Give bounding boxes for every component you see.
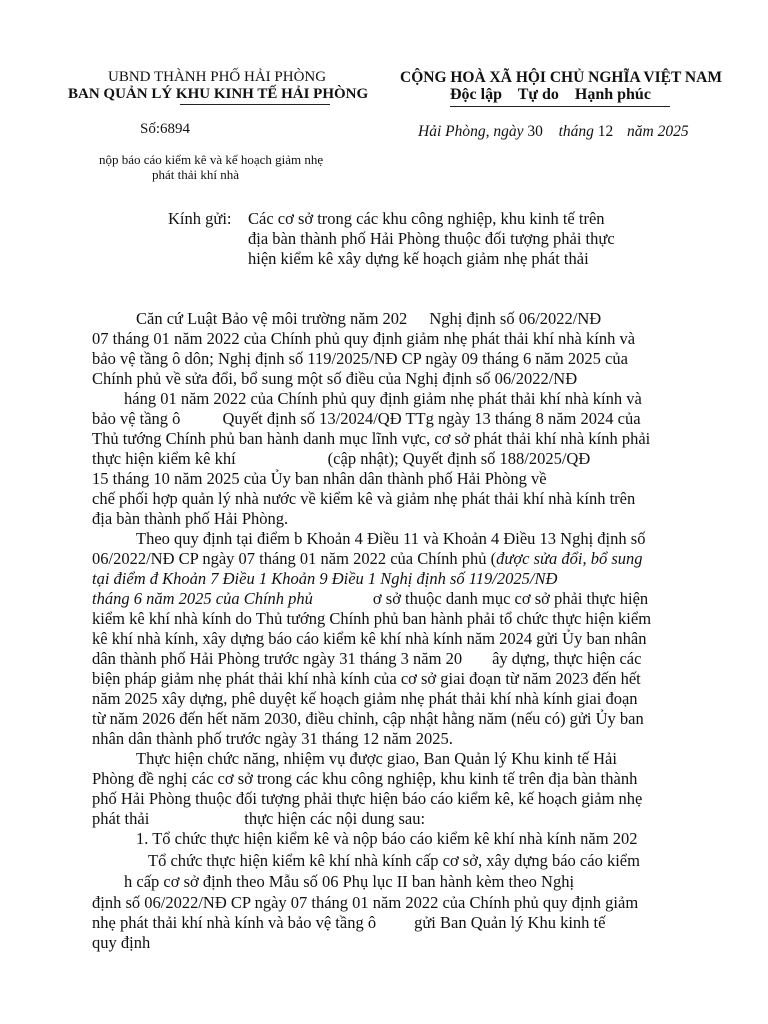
body-line-18a: dân thành phố Hải Phòng trước ngày 31 tháng 3 năm 20: [92, 649, 463, 668]
body-line-06: [92, 409, 641, 429]
body-line-22: nhân dân thành phố trước ngày 31 tháng 12 năm 2025.: [92, 729, 453, 748]
body-line-01b: Nghị định số 06/2022/NĐ: [429, 309, 602, 328]
date-day: 30: [527, 123, 543, 140]
body-line-16: kiểm kê khí nhà kính do Thủ tướng Chính phủ ban hành phải tổ chức thực hiện kiểm: [92, 609, 652, 628]
body-line-08: [92, 449, 590, 469]
body-line-13a: 06/2022/NĐ CP ngày 07 tháng 01 năm 2022 của Chính phủ (: [92, 549, 497, 568]
recipient-line-3: hiện kiểm kê xây dựng kế hoạch giảm nhẹ phát thải: [248, 249, 589, 268]
body-line-20: năm 2025 xây dựng, phê duyệt kế hoạch giảm nhẹ phát thải khí nhà kính giai đoạn: [92, 689, 638, 708]
body-line-26b: thực hiện các nội dung sau:: [244, 809, 426, 828]
body-line-07: Thủ tướng Chính phủ ban hành danh mục lĩnh vực, cơ sở phát thải khí nhà kính phải: [92, 429, 651, 448]
body-line-31a: nhẹ phát thải khí nhà kính và bảo vệ tầng ô: [92, 913, 377, 932]
date-year: 2025: [657, 123, 689, 140]
recipient-line-1: Các cơ sở trong các khu công nghiệp, khu kinh tế trên: [248, 209, 605, 228]
body-line-26a: phát thải: [92, 809, 150, 828]
recipient-label: Kính gửi:: [168, 209, 232, 228]
doc-number-label: Số:: [140, 121, 161, 137]
subject-line-1: nộp báo cáo kiểm kê và kế hoạch giảm nhẹ: [99, 152, 324, 167]
body-line-30: định số 06/2022/NĐ CP ngày 07 tháng 01 năm 2022 của Chính phủ quy định giảm: [92, 893, 639, 912]
recipient-line-2: địa bàn thành phố Hải Phòng thuộc đối tượng phải thực: [248, 229, 615, 248]
body-line-04: Chính phủ về sửa đổi, bổ sung một số điều của Nghị định số 06/2022/NĐ: [92, 369, 578, 388]
body-line-29: h cấp cơ sở định theo Mẫu số 06 Phụ lục II ban hành kèm theo Nghị: [124, 872, 575, 891]
body-line-31: [92, 913, 605, 933]
body-line-26: [92, 809, 425, 829]
body-line-24: Phòng đề nghị các cơ sở trong các khu công nghiệp, khu kinh tế trên địa bàn thành: [92, 769, 638, 788]
body-line-15: [92, 589, 648, 609]
body-line-19: biện pháp giảm nhẹ phát thải khí nhà kính của cơ sở giai đoạn từ năm 2023 đến hết: [92, 669, 641, 688]
body-line-01a: Căn cứ Luật Bảo vệ môi trường năm 202: [136, 309, 408, 328]
date-year-label: năm: [627, 123, 654, 140]
date-month-label: tháng: [558, 123, 594, 140]
subject-line-2: phát thải khí nhà: [152, 167, 240, 182]
motto-underline: [450, 106, 670, 107]
body-line-28: Tổ chức thực hiện kiểm kê khí nhà kính cấp cơ sở, xây dựng báo cáo kiểm: [148, 851, 640, 870]
body-line-05: háng 01 năm 2022 của Chính phủ quy định giảm nhẹ phát thải khí nhà kính và: [124, 389, 642, 408]
agency-underline: [180, 104, 330, 105]
place-date: [418, 123, 689, 141]
body-line-10: chế phối hợp quản lý nhà nước về kiểm kê và giảm nhẹ phát thải khí nhà kính trên: [92, 489, 636, 508]
body-line-25: phố Hải Phòng thuộc đối tượng phải thực hiện báo cáo kiểm kê, kế hoạch giảm nhẹ: [92, 789, 643, 808]
body-line-12: Theo quy định tại điểm b Khoản 4 Điều 11 và Khoản 4 Điều 13 Nghị định số: [136, 529, 646, 548]
body-line-15b: ơ sở thuộc danh mục cơ sở phải thực hiện: [372, 589, 649, 608]
doc-number-value: 6894: [160, 121, 191, 137]
body-line-09: 15 tháng 10 năm 2025 của Ủy ban nhân dân thành phố Hải Phòng về: [92, 469, 547, 488]
body-line-01: [136, 309, 601, 329]
body-line-21: từ năm 2026 đến hết năm 2030, điều chỉnh, cập nhật hằng năm (nếu có) gửi Ủy ban: [92, 709, 644, 728]
body-line-15a: tháng 6 năm 2025 của Chính phủ: [92, 589, 313, 608]
national-motto: Độc lập Tự do Hạnh phúc: [450, 86, 651, 103]
doc-number: [140, 121, 190, 138]
body-line-06b: Quyết định số 13/2024/QĐ TTg ngày 13 tháng 8 năm 2024 của: [222, 409, 641, 428]
body-line-11: địa bàn thành phố Hải Phòng.: [92, 509, 289, 528]
body-line-13b: được sửa đổi, bổ sung: [496, 549, 643, 568]
body-line-17: kê khí nhà kính, xây dựng báo cáo kiểm kê khí nhà kính năm 2024 gửi Ủy ban nhân: [92, 629, 647, 648]
nation-title: CỘNG HOÀ XÃ HỘI CHỦ NGHĨA VIỆT NAM: [400, 69, 722, 86]
body-line-06a: bảo vệ tầng ô: [92, 409, 181, 428]
section-heading-1: 1. Tổ chức thực hiện kiểm kê và nộp báo cáo kiểm kê khí nhà kính năm 202: [136, 829, 638, 848]
body-line-08a: thực hiện kiểm kê khí: [92, 449, 236, 468]
body-line-03: bảo vệ tầng ô dôn; Nghị định số 119/2025/NĐ CP ngày 09 tháng 6 năm 2025 của: [92, 349, 628, 368]
body-line-23: Thực hiện chức năng, nhiệm vụ được giao, Ban Quản lý Khu kinh tế Hải: [136, 749, 617, 768]
body-line-32: quy định: [92, 933, 151, 952]
body-line-31b: gửi Ban Quản lý Khu kinh tế: [414, 913, 606, 932]
agency-main: BAN QUẢN LÝ KHU KINH TẾ HẢI PHÒNG: [68, 86, 369, 102]
body-line-18b: ây dựng, thực hiện các: [492, 649, 642, 668]
date-month: 12: [597, 123, 614, 140]
body-line-08b: (cập nhật); Quyết định số 188/2025/QĐ: [327, 449, 591, 468]
body-line-13: [92, 549, 643, 569]
place-date-prefix: Hải Phòng, ngày: [418, 123, 524, 140]
agency-top: UBND THÀNH PHỐ HẢI PHÒNG: [108, 69, 327, 85]
body-line-02: 07 tháng 01 năm 2022 của Chính phủ quy định giảm nhẹ phát thải khí nhà kính và: [92, 329, 636, 348]
body-line-18: [92, 649, 641, 669]
body-line-14: tại điểm đ Khoản 7 Điều 1 Khoản 9 Điều 1 Nghị định số 119/2025/NĐ: [92, 569, 558, 588]
